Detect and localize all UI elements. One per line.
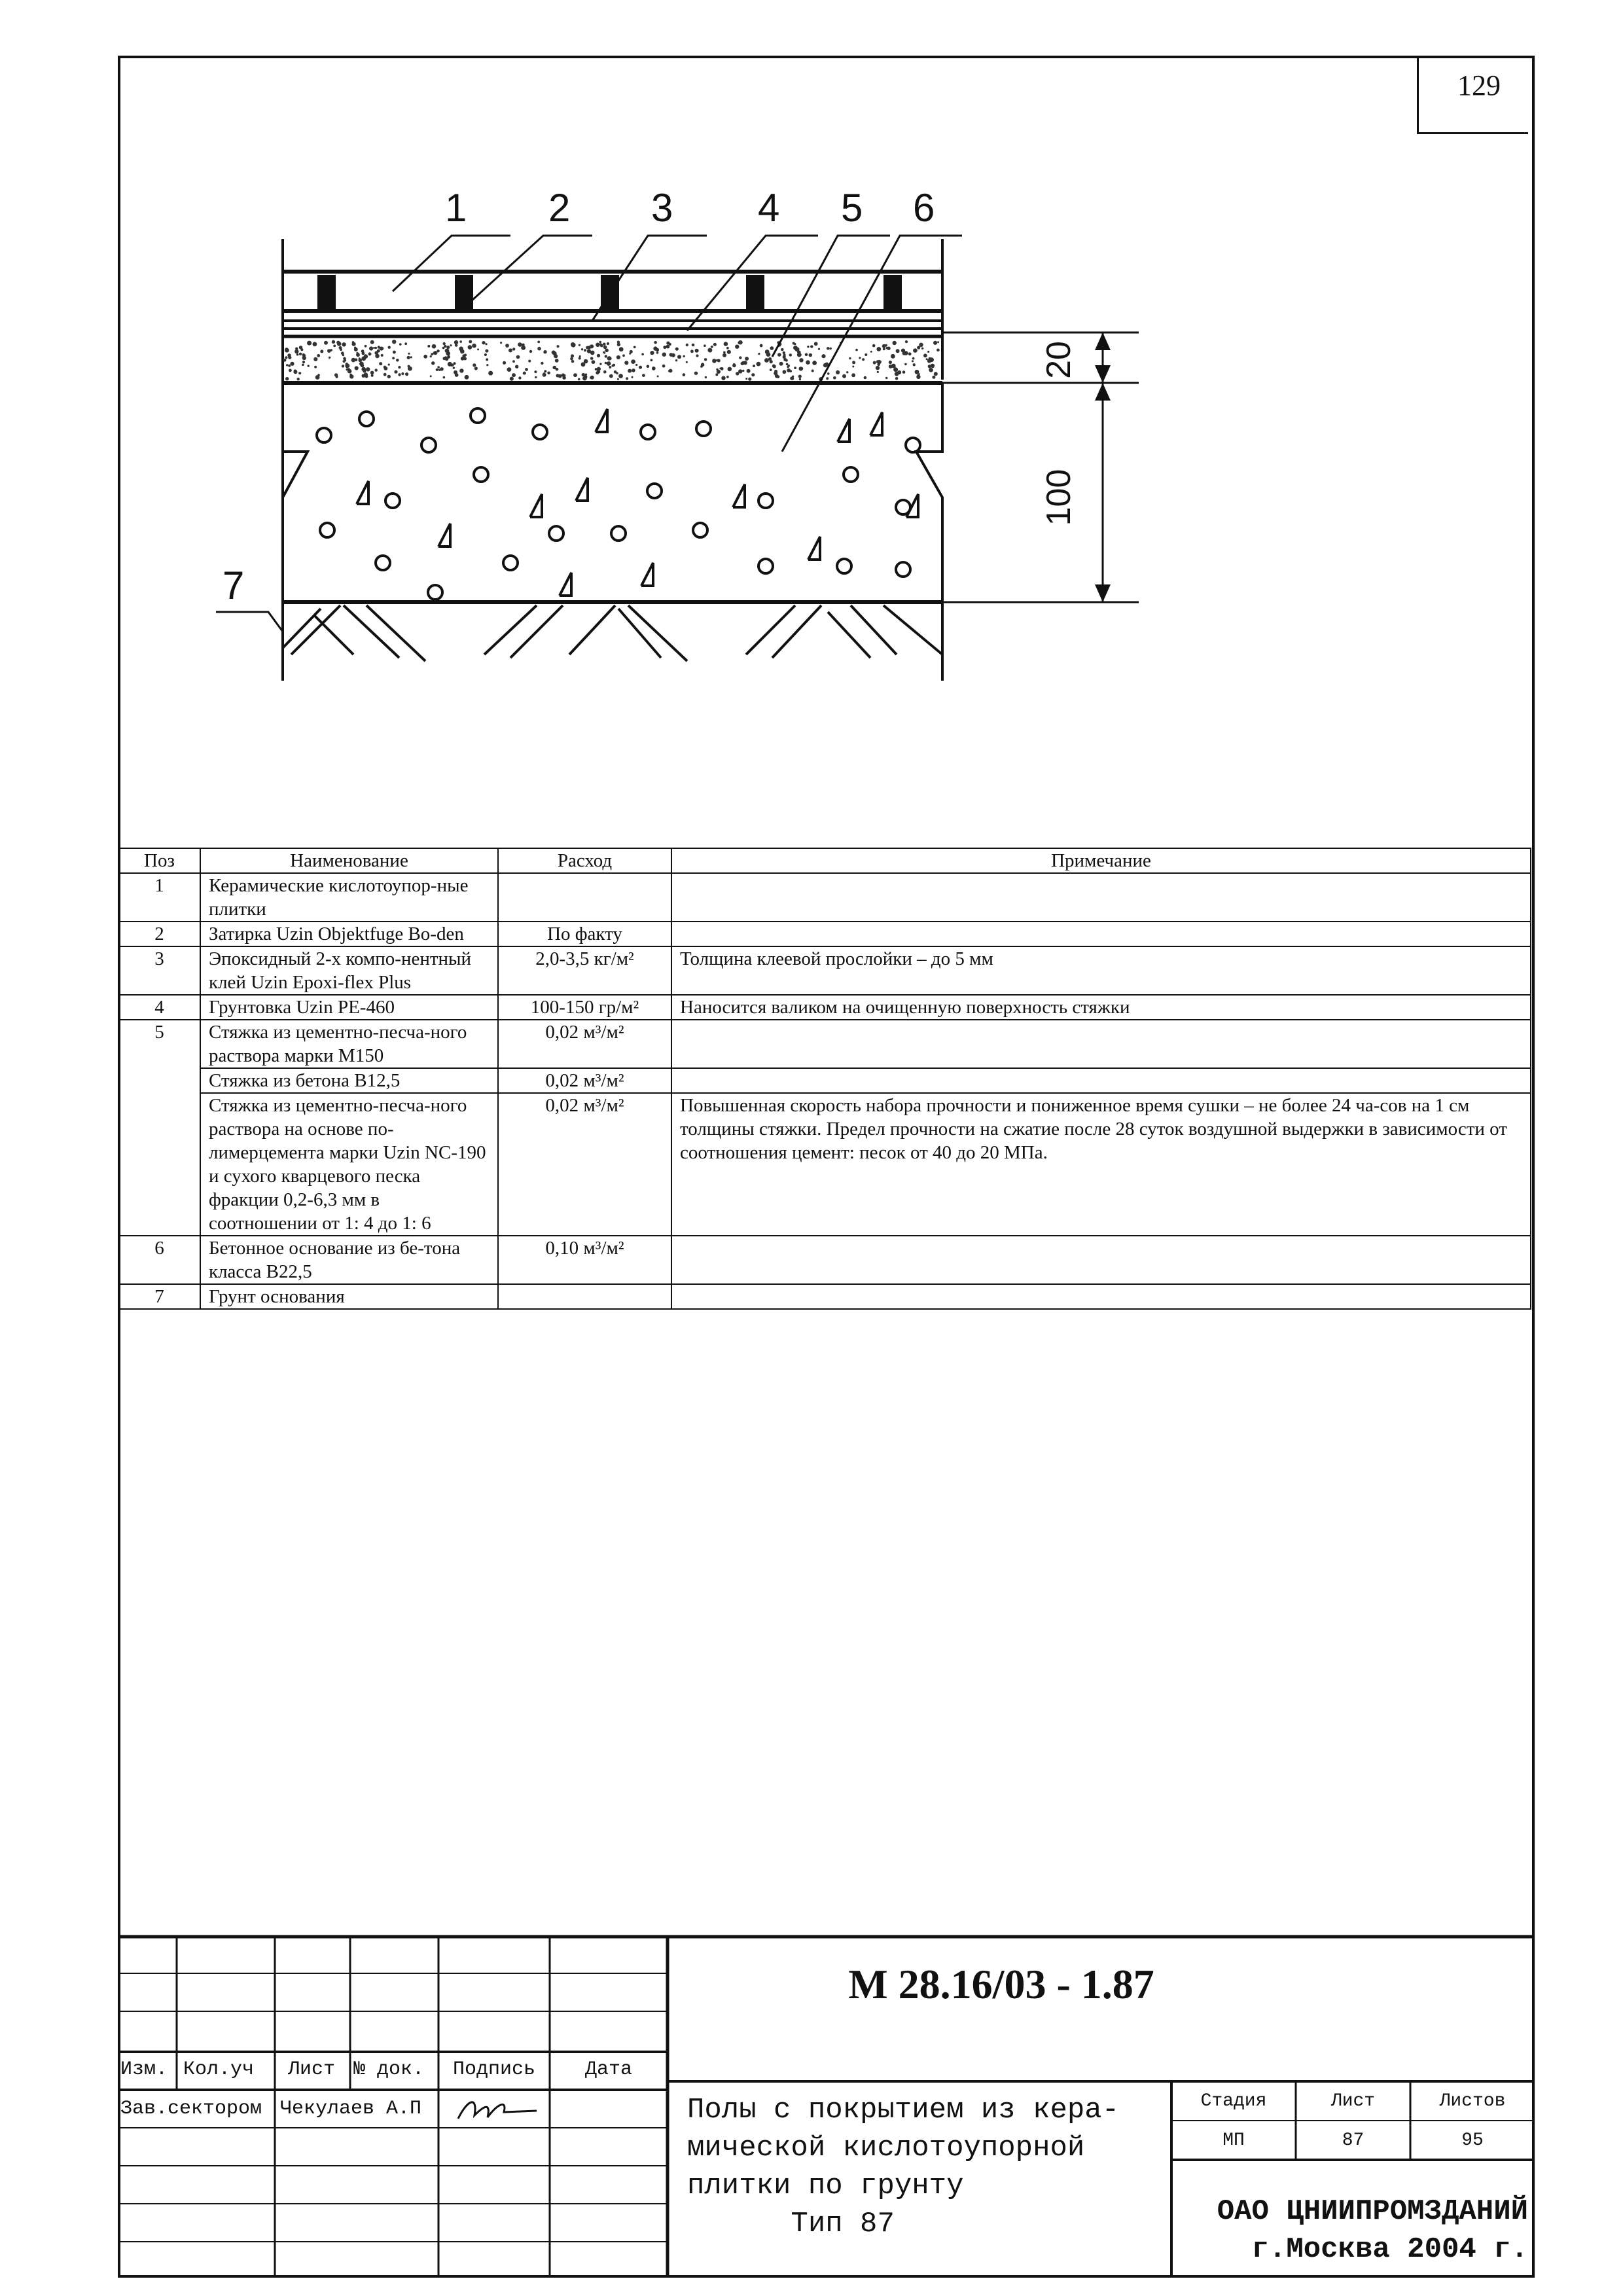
table-row	[118, 1236, 1531, 1284]
table-row	[118, 1020, 1531, 1068]
cell-name: Стяжка из бетона В12,5	[200, 1068, 498, 1093]
cell-rate: 0,02 м³/м²	[498, 1068, 671, 1093]
title-line: Полы с покрытием из кера-	[687, 2094, 1120, 2126]
callout-1: 1	[445, 186, 467, 230]
col-header-kol-uch: Кол.уч	[183, 2058, 255, 2081]
header-name: Наименование	[200, 848, 498, 873]
stage-value: МП	[1222, 2130, 1245, 2151]
cell-rate: 0,02 м³/м²	[498, 1093, 671, 1236]
callout-6: 6	[913, 186, 935, 230]
cell-note	[671, 873, 1531, 922]
floor-section-drawing	[0, 0, 1623, 851]
col-header-doc-no: № док.	[353, 2058, 425, 2081]
org-name: ОАО ЦНИИПРОМЗДАНИЙ	[1217, 2195, 1528, 2228]
col-header-izm: Изм.	[120, 2058, 168, 2081]
callout-5: 5	[841, 186, 863, 230]
person-name: Чекулаев А.П	[280, 2098, 422, 2120]
col-header-date: Дата	[584, 2058, 632, 2081]
callout-3: 3	[651, 186, 673, 230]
cell-note	[671, 922, 1531, 946]
cell-pos: 7	[118, 1284, 200, 1309]
cell-note	[671, 1068, 1531, 1093]
cell-pos: 3	[118, 946, 200, 995]
title-line: Тип 87	[687, 2208, 895, 2240]
sheet-value: 87	[1342, 2130, 1364, 2151]
cell-name: Стяжка из цементно-песча-ного раствора на основе по-лимерцемента марки Uzin NC-190 и сухого кварцевого песка фракции 0,2-6,3 мм в соотношении от 1: 4 до 1: 6	[200, 1093, 498, 1236]
cell-pos: 1	[118, 873, 200, 922]
sheet-label: Лист	[1330, 2091, 1376, 2111]
title-block	[118, 1934, 1535, 2278]
cell-note	[671, 1020, 1531, 1068]
cell-note: Наносится валиком на очищенную поверхность стяжки	[671, 995, 1531, 1020]
role-label: Зав.сектором	[120, 2098, 262, 2120]
cell-rate: 2,0-3,5 кг/м²	[498, 946, 671, 995]
cell-name: Затирка Uzin Objektfuge Bo-den	[200, 922, 498, 946]
cell-note	[671, 1236, 1531, 1284]
dimension-100: 100	[1040, 469, 1078, 526]
dimension-20: 20	[1040, 341, 1078, 379]
title-line: мической кислотоупорной	[687, 2132, 1085, 2164]
cell-rate: 100-150 гр/м²	[498, 995, 671, 1020]
cell-rate: По факту	[498, 922, 671, 946]
signature	[452, 2092, 543, 2126]
table-row	[118, 922, 1531, 946]
cell-pos: 5	[118, 1020, 200, 1236]
cell-rate: 0,02 м³/м²	[498, 1020, 671, 1068]
table-header-row	[118, 848, 1531, 873]
stage-label: Стадия	[1200, 2091, 1267, 2111]
cell-note: Повышенная скорость набора прочности и пониженное время сушки – не более 24 ча-сов на 1 см толщины стяжки. Предел прочности на сжатие после 28 суток воздушной выдержки в зависимости от соотношения цемент: песок от 40 до 20 МПа.	[671, 1093, 1531, 1236]
title-line: плитки по грунту	[687, 2170, 964, 2202]
col-header-list: Лист	[288, 2058, 336, 2081]
org-city-year: г.Москва 2004 г.	[1251, 2233, 1528, 2266]
table-row	[118, 1284, 1531, 1309]
cell-note	[671, 1284, 1531, 1309]
header-note: Примечание	[671, 848, 1531, 873]
document-code: М 28.16/03 - 1.87	[848, 1961, 1154, 2007]
cell-pos: 2	[118, 922, 200, 946]
table-row	[118, 1093, 1531, 1236]
specification-table	[118, 848, 1531, 1310]
cell-rate	[498, 1284, 671, 1309]
table-row	[118, 946, 1531, 995]
cell-name: Стяжка из цементно-песча-ного раствора марки М150	[200, 1020, 498, 1068]
callout-4: 4	[758, 186, 780, 230]
cell-pos: 4	[118, 995, 200, 1020]
cell-name: Керамические кислотоупор-ные плитки	[200, 873, 498, 922]
table-row	[118, 995, 1531, 1020]
cell-rate: 0,10 м³/м²	[498, 1236, 671, 1284]
sheets-value: 95	[1461, 2130, 1484, 2151]
callout-2: 2	[548, 186, 571, 230]
page-number: 129	[1457, 69, 1501, 101]
cell-name: Эпоксидный 2-х компо-нентный клей Uzin Epoxi-flex Plus	[200, 946, 498, 995]
col-header-signature: Подпись	[452, 2058, 536, 2081]
callout-7: 7	[223, 564, 245, 607]
cell-rate	[498, 873, 671, 922]
cell-name: Грунтовка Uzin PE-460	[200, 995, 498, 1020]
table-row	[118, 873, 1531, 922]
sheets-label: Листов	[1439, 2091, 1506, 2111]
cell-note: Толщина клеевой прослойки – до 5 мм	[671, 946, 1531, 995]
table-row	[118, 1068, 1531, 1093]
header-rate: Расход	[498, 848, 671, 873]
header-pos: Поз	[118, 848, 200, 873]
cell-name: Бетонное основание из бе-тона класса В22,5	[200, 1236, 498, 1284]
cell-name: Грунт основания	[200, 1284, 498, 1309]
cell-pos: 6	[118, 1236, 200, 1284]
organization	[1175, 2193, 1528, 2269]
